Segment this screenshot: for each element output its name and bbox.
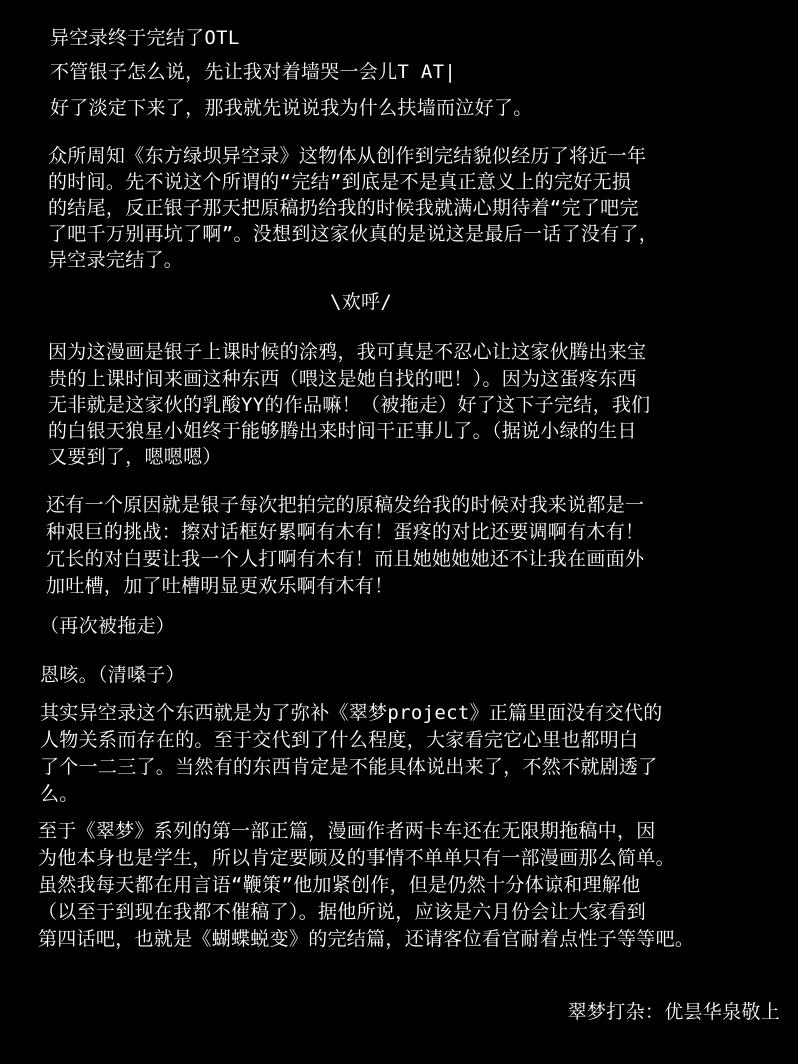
paragraph-1-line: 的结尾，反正银子那天把原稿扔给我的时候我就满心期待着“完了吧完 [48,197,639,219]
paragraph-3-line: 还有一个原因就是银子每次把拍完的原稿发给我的时候对我来说都是一 [46,494,645,516]
paragraph-5-line: 为他本身也是学生，所以肯定要顾及的事情不单单只有一部漫画那么简单。 [38,847,675,869]
paragraph-4-line: 了个一二三了。当然有的东西肯定是不能具体说出来了，不然不就剧透了 [40,756,658,778]
intro-line-1: 异空录终于完结了OTL [50,27,240,49]
paragraph-3-line: 冗长的对白要让我一个人打啊有木有！而且她她她她还不让我在画面外 [46,548,645,570]
intro-line-2: 不管银子怎么说，先让我对着墙哭一会儿T AT| [50,61,457,83]
paragraph-3-line: 加吐槽，加了吐槽明显更欢乐啊有木有！ [46,575,394,597]
paragraph-5-line: 虽然我每天都在用言语“鞭策”他加紧创作，但是仍然十分体谅和理解他 [38,874,641,896]
paragraph-1-line: 众所周知《东方绿坝异空录》这物体从创作到完结貌似经历了将近一年 [48,145,647,167]
paragraph-1-line: 的时间。先不说这个所谓的“完结”到底是不是真正意义上的完好无损 [48,171,632,193]
paragraph-4-line: 其实异空录这个东西就是为了弥补《翠梦project》正篇里面没有交代的 [40,702,663,724]
paragraph-4-line: 人物关系而存在的。至于交代到了什么程度，大家看完它心里也都明白 [40,729,639,751]
paragraph-5-line: （以至于到现在我都不催稿了）。据他所说，应该是六月份会让大家看到 [38,901,647,923]
paragraph-2-line: 的白银天狼星小姐终于能够腾出来时间干正事儿了。（据说小绿的生日 [48,420,637,442]
paragraph-3-line: 种艰巨的挑战：擦对话框好累啊有木有！蛋疼的对比还要调啊有木有！ [46,521,645,543]
paragraph-2-line: 又要到了，嗯嗯嗯） [48,446,222,468]
paragraph-2-line: 无非就是这家伙的乳酸YY的作品嘛！（被拖走）好了这下子完结，我们 [48,394,651,416]
ahem-line: 恩咳。（清嗓子） [40,664,185,686]
paragraph-2-line: 因为这漫画是银子上课时候的涂鸦，我可真是不忍心让这家伙腾出来宝 [48,341,647,363]
paragraph-4-line: 么。 [40,783,79,805]
intro-line-3: 好了淡定下来了，那我就先说说我为什么扶墙而泣好了。 [50,97,533,119]
paragraph-5-line: 第四话吧，也就是《蝴蝶蜕变》的完结篇，还请客位看官耐着点性子等等吧。 [38,928,695,950]
cheer-line: \欢呼/ [330,291,393,313]
paragraph-1-line: 了吧千万别再坑了啊”。没想到这家伙真的是说这是最后一话了没有了， [48,223,659,245]
dragged-again-line: （再次被拖走） [40,615,176,637]
paragraph-2-line: 贵的上课时间来画这种东西（喂这是她自找的吧！）。因为这蛋疼东西 [48,368,637,390]
paragraph-1-line: 异空录完结了。 [48,249,184,271]
signature: 翠梦打杂：优昙华泉敬上 [567,1001,780,1023]
paragraph-5-line: 至于《翠梦》系列的第一部正篇，漫画作者两卡车还在无限期拖稿中，因 [38,820,656,842]
